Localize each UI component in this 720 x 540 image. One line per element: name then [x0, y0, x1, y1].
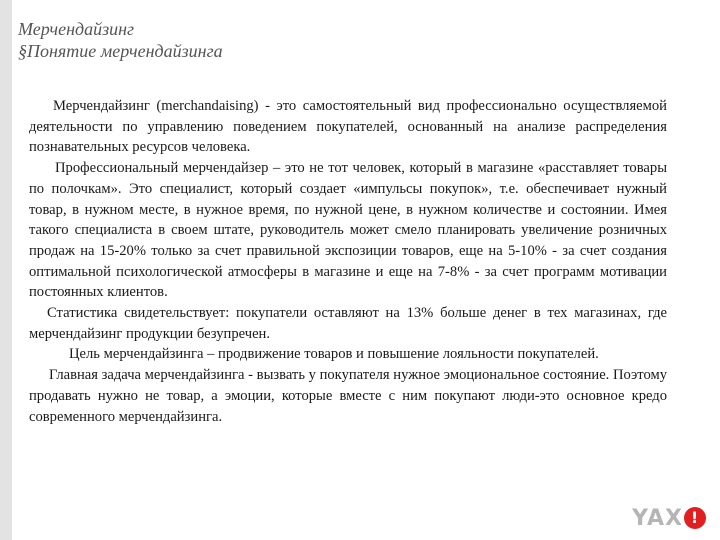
sidebar-strip: [0, 0, 12, 540]
paragraph-goal: Цель мерчендайзинга – продвижение товаров и повышение лояльности покупателей.: [69, 346, 599, 363]
slide-header: [18, 18, 618, 62]
exclamation-icon: !: [684, 507, 706, 529]
paragraph-definition: Мерчендайзинг (merchandaising) - это самостоятельный вид профессионально осуществляемой деятельности по управлению поведением покупателей, основанный на анализе распределения познавательных ресурсов человека.: [29, 98, 667, 156]
logo-text: YAX: [632, 505, 683, 531]
paragraph-professional: Профессиональный мерчендайзер – это не тот человек, который в магазине «расставляет товары по полочкам». Это специалист, который создает «импульсы покупок», т.е. обеспечивает нужный товар, в нужном месте, в нужное время, по нужной цене, в нужном количестве и состоянии. Имея такого специалиста в своем штате, руководитель может смело планировать увеличение розничных продаж на 15-20% только за счет правильной экспозиции товаров, еще на 5-10% - за счет создания оптимальной психологической атмосферы в магазине и еще на 7-8% - за счет программ мотивации постоянных клиентов.: [29, 160, 667, 301]
paragraph-main-task: Главная задача мерчендайзинга - вызвать у покупателя нужное эмоциональное состояние. Поэтому продавать нужно не товар, а эмоции, которые вместе с ним покупают люди-это основное кредо современного мерчендайзинга.: [29, 367, 667, 425]
slide-title: Мерчендайзинг: [18, 19, 135, 39]
body-text: [29, 96, 667, 427]
slide-subtitle: §Понятие мерчендайзинга: [18, 41, 223, 61]
paragraph-statistics: Статистика свидетельствует: покупатели оставляют на 13% больше денег в тех магазинах, где мерчендайзинг продукции безупречен.: [29, 305, 667, 342]
yax-logo: [632, 506, 706, 530]
